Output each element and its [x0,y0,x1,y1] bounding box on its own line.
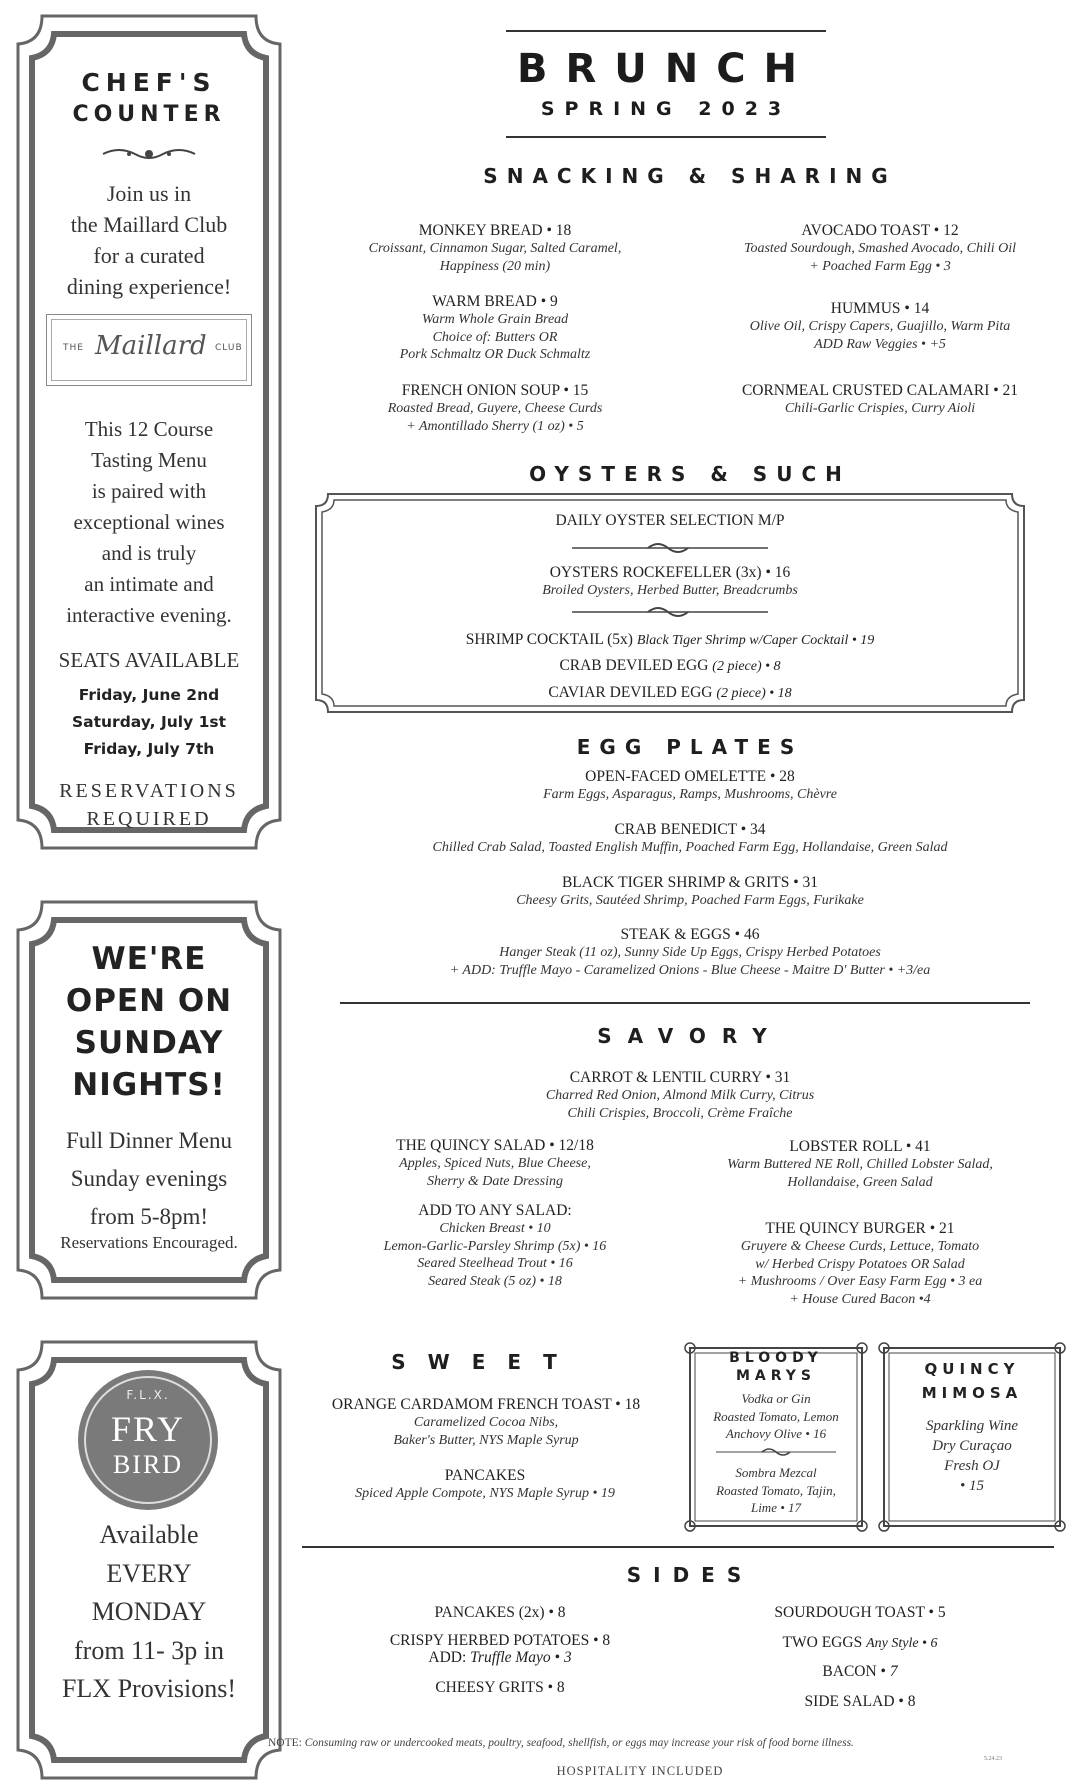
item-desc: Sherry & Date Dressing [427,1173,563,1189]
quincy-mimosa-title-2: MIMOSA [921,1384,1023,1402]
seat-date: Friday, June 2nd [78,686,220,704]
item-title-text: TWO EGGS [782,1634,863,1651]
divider-ornament-icon [572,540,768,556]
item-title-text: BACON • [822,1663,886,1680]
header-rule-bottom [506,136,826,138]
item-title: CRISPY HERBED POTATOES • 8 [389,1632,611,1649]
item-title: LOBSTER ROLL • 41 [789,1138,931,1155]
item-title: AVOCADO TOAST • 12 [801,222,959,239]
item-title: SIDE SALAD • 8 [804,1693,916,1710]
menu-item [690,222,1070,275]
header-rule-top [506,30,826,32]
item-title-text: PANCAKES [434,1604,515,1621]
note-text: Consuming raw or undercooked meats, poultry, seafood, shellfish, or eggs may increase your risk of food borne illness. [304,1737,854,1749]
item-desc: Warm Buttered NE Roll, Chilled Lobster Salad, [727,1157,993,1172]
shrimp-cocktail [330,631,1010,650]
side-item [340,1679,660,1697]
item-desc: Hanger Steak (11 oz), Sunny Side Up Eggs, Crispy Herbed Potatoes [499,945,881,960]
item-desc: Roasted Bread, Guyere, Cheese Curds [387,401,603,416]
item-title [330,684,1010,703]
item-title-text: ADD: [428,1649,467,1666]
side-item [340,1604,660,1622]
item-title: CORNMEAL CRUSTED CALAMARI • 21 [741,382,1019,399]
intro-line: for a curated [93,243,205,268]
item-desc: Gruyere & Cheese Curds, Lettuce, Tomato [740,1239,980,1254]
body-line: from 5-8pm! [89,1204,209,1229]
item-title: ORANGE CARDAMOM FRENCH TOAST • 18 [331,1396,641,1413]
menu-item [296,1396,676,1449]
note-label: NOTE: [268,1737,302,1749]
item-desc: 7 [889,1663,898,1680]
snacking-heading: SNACKING & SHARING [483,164,897,188]
menu-item [300,926,1080,979]
menu-item [320,1137,670,1190]
item-title: FRENCH ONION SOUP • 15 [401,382,589,399]
side-item [700,1634,1020,1653]
menu-item [420,1069,940,1122]
item-desc: Toasted Sourdough, Smashed Avocado, Chili Oil [743,241,1017,256]
menu-item [660,1220,1060,1308]
seat-dates [16,682,282,763]
body-line: Tasting Menu [91,448,207,472]
item-desc: Choice of: Butters OR [432,329,558,345]
item-title: THE QUINCY SALAD • 12/18 [396,1137,594,1154]
item-desc: Dry Curaçao [932,1438,1012,1454]
item-desc: Anchovy Olive • 16 [725,1426,827,1441]
savory-heading: SAVORY [597,1024,783,1048]
intro-line: dining experience! [66,274,232,299]
body-line: interactive evening. [66,603,232,627]
item-desc: Roasted Tomato, Tajin, [716,1482,836,1498]
menu-item [660,1138,1060,1191]
body-line: and is truly [101,541,197,565]
caviar-deviled-egg [330,684,1010,703]
section-divider [302,1546,1054,1548]
sunday-note: Reservations Encouraged. [60,1233,238,1252]
frybird-logo-top: F.L.X. [126,1388,170,1402]
divider-ornament-icon [572,604,768,620]
intro-line: Join us in [106,181,192,206]
item-desc: + ADD: Truffle Mayo - Caramelized Onions - Blue Cheese - Maitre D' Butter • +3/ea [449,962,931,978]
frybird-logo-bird: BIRD [112,1450,184,1479]
item-title: CHEESY GRITS • 8 [435,1679,565,1696]
item-desc: Hollandaise, Green Salad [787,1174,933,1190]
menu-item [680,300,1080,353]
headline-line: NIGHTS! [72,1067,226,1103]
chefs-counter-intro [16,178,282,302]
item-desc: Chicken Breast • 10 [439,1221,551,1236]
item-title [700,1663,1020,1681]
sunday-nights-panel [16,900,282,1300]
body-line: exceptional wines [73,510,225,534]
item-desc: Farm Eggs, Asparagus, Ramps, Mushrooms, Chèvre [543,787,837,802]
item-title [700,1604,1020,1622]
logo-club: CLUB [215,343,243,353]
item-desc: Sparkling Wine [925,1418,1019,1434]
item-title: CRAB BENEDICT • 34 [614,821,766,838]
hospitality-included: HOSPITALITY INCLUDED [556,1764,724,1778]
item-desc: Cheesy Grits, Sautéed Shrimp, Poached Farm Eggs, Furikake [516,893,864,908]
item-title: MONKEY BREAD • 18 [418,222,572,239]
menu-item [320,222,670,275]
item-desc: Roasted Tomato, Lemon [713,1408,839,1424]
item-desc: Chilled Crab Salad, Toasted English Muffin, Poached Farm Egg, Hollandaise, Green Salad [432,840,948,855]
body-line: from 11- 3p in [74,1635,224,1665]
seat-date: Saturday, July 1st [71,713,226,731]
body-line: Full Dinner Menu [65,1128,233,1153]
item-title: CARROT & LENTIL CURRY • 31 [569,1069,791,1086]
logo-the: THE [63,343,84,353]
item-desc: Fresh OJ [944,1458,1000,1474]
item-desc: Spiced Apple Compote, NYS Maple Syrup • 19 [355,1486,615,1501]
sunday-headline [16,938,282,1106]
section-divider [340,1002,1030,1004]
item-title: ADD TO ANY SALAD: [418,1202,572,1219]
reservations-required-2: REQUIRED [86,808,212,830]
menu-subtitle: SPRING 2023 [540,98,792,120]
menu-item [300,1467,670,1503]
menu-item [320,293,670,364]
menu-title: BRUNCH [516,46,816,92]
body-line: Sunday evenings [70,1166,228,1191]
item-desc: Black Tiger Shrimp w/Caper Cocktail • 19 [636,633,875,648]
item-desc: Broiled Oysters, Herbed Butter, Breadcrumbs [542,583,798,598]
item-desc: Pork Schmaltz OR Duck Schmaltz [399,347,591,362]
maillard-club-logo [46,314,252,386]
item-desc: + Amontillado Sherry (1 oz) • 5 [406,418,584,434]
frybird-body [16,1516,282,1709]
item-desc: Any Style • 6 [866,1636,938,1651]
seat-date: Friday, July 7th [83,740,215,758]
bloody-marys-title-2: MARYS [735,1368,816,1384]
bloody-mary-mezcal [684,1464,868,1517]
body-line: EVERY [106,1558,192,1588]
item-title: HUMMUS • 14 [830,300,930,317]
menu-item [320,382,670,435]
item-desc: Happiness (20 min) [439,258,551,274]
quincy-mimosa-title-1: QUINCY [924,1360,1020,1378]
menu-item [300,768,1080,804]
item-desc: w/ Herbed Crispy Potatoes OR Salad [755,1256,965,1272]
chefs-counter-body [16,414,282,631]
frybird-logo [78,1370,218,1510]
body-line: MONDAY [91,1597,207,1626]
item-title [340,1649,660,1667]
item-desc: Chili Crispies, Broccoli, Crème Fraîche [567,1105,793,1121]
item-title-text: CAVIAR DEVILED EGG [548,684,713,701]
side-item [340,1649,660,1667]
headline-line: WE'RE [91,941,207,977]
side-item [340,1632,660,1650]
item-desc: Sombra Mezcal [735,1465,817,1480]
chefs-counter-title-2: COUNTER [72,102,226,127]
intro-line: the Maillard Club [70,212,228,237]
item-desc: (2 piece) • 18 [716,686,792,701]
body-line: FLX Provisions! [61,1674,237,1703]
item-desc: Baker's Butter, NYS Maple Syrup [393,1432,579,1448]
oyster-daily [330,512,1010,530]
food-safety-note [268,1737,1068,1749]
crab-deviled-egg [330,657,1010,676]
item-desc: Warm Whole Grain Bread [421,312,569,327]
body-line: This 12 Course [84,417,214,441]
oysters-heading: OYSTERS & SUCH [529,462,851,486]
sides-heading: SIDES [626,1563,754,1587]
menu-item [320,1202,670,1290]
item-title-text: SOURDOUGH TOAST • [774,1604,934,1621]
item-desc: Lime • 17 [750,1500,802,1515]
quincy-mimosa-desc [878,1416,1066,1496]
item-title [340,1604,660,1622]
item-title [330,657,1010,676]
item-desc: Caramelized Cocoa Nibs, [413,1415,559,1430]
flourish-ornament-icon [99,144,199,164]
item-desc: • 15 [959,1478,984,1494]
item-desc: Seared Steak (5 oz) • 18 [428,1273,562,1289]
item-desc: Chili-Garlic Crispies, Curry Aioli [784,401,976,416]
item-desc: Olive Oil, Crispy Capers, Guajillo, Warm Pita [749,319,1011,334]
side-item [700,1693,1020,1711]
revision-code: 5.24.23 [984,1756,1002,1762]
item-title: OYSTERS ROCKEFELLER (3x) • 16 [549,564,791,581]
item-desc: 5 [937,1604,946,1621]
item-desc: Seared Steelhead Trout • 16 [417,1256,573,1271]
chefs-counter-title-1: CHEF'S [81,68,217,97]
headline-line: SUNDAY [74,1025,224,1061]
side-item [700,1604,1020,1622]
chefs-counter-panel [16,14,282,850]
item-desc: + Poached Farm Egg • 3 [809,258,951,274]
sunday-body [16,1122,282,1236]
reservations-required-1: RESERVATIONS [59,780,239,802]
item-title: DAILY OYSTER SELECTION M/P [555,512,785,529]
bloody-mary-vodka [684,1390,868,1443]
item-title [700,1634,1020,1653]
body-line: is paired with [91,479,207,503]
menu-item [300,821,1080,857]
item-desc: Apples, Spiced Nuts, Blue Cheese, [399,1156,591,1171]
item-title [330,631,1010,650]
item-title: OPEN-FACED OMELETTE • 28 [585,768,795,785]
item-desc: Croissant, Cinnamon Sugar, Salted Caramel, [368,241,622,256]
logo-maillard: Maillard [95,331,207,361]
headline-line: OPEN ON [65,983,233,1019]
item-desc: + Mushrooms / Over Easy Farm Egg • 3 ea [737,1274,983,1289]
item-title: THE QUINCY BURGER • 21 [765,1220,955,1237]
item-desc: (2x) • 8 [518,1604,566,1621]
item-title-text: SHRIMP COCKTAIL (5x) [465,631,633,648]
item-title: PANCAKES [444,1467,526,1484]
frybird-logo-fry: FRY [110,1409,186,1449]
item-desc: Charred Red Onion, Almond Milk Curry, Citrus [545,1088,815,1103]
menu-item [300,874,1080,910]
item-desc: (2 piece) • 8 [712,659,781,674]
item-desc: Vodka or Gin [741,1391,811,1406]
divider-ornament-icon [716,1446,836,1458]
egg-plates-heading: EGG PLATES [576,735,804,759]
item-desc: Lemon-Garlic-Parsley Shrimp (5x) • 16 [383,1238,607,1254]
bloody-marys-title-1: BLOODY [729,1350,823,1366]
seats-available-title: SEATS AVAILABLE [58,648,240,672]
item-title: STEAK & EGGS • 46 [620,926,760,943]
body-line: an intimate and [84,572,214,596]
item-title-text: CRAB DEVILED EGG [559,657,709,674]
item-desc: ADD Raw Veggies • +5 [814,336,946,352]
sweet-heading: SWEET [391,1350,579,1374]
oyster-rockefeller [330,564,1010,600]
item-desc: + House Cured Bacon •4 [789,1291,931,1307]
frybird-panel [16,1340,282,1780]
item-desc: Truffle Mayo • 3 [470,1649,572,1666]
item-title: WARM BREAD • 9 [432,293,558,310]
menu-item [690,382,1070,418]
item-title: BLACK TIGER SHRIMP & GRITS • 31 [561,874,819,891]
side-item [700,1663,1020,1681]
body-line: Available [99,1520,199,1549]
